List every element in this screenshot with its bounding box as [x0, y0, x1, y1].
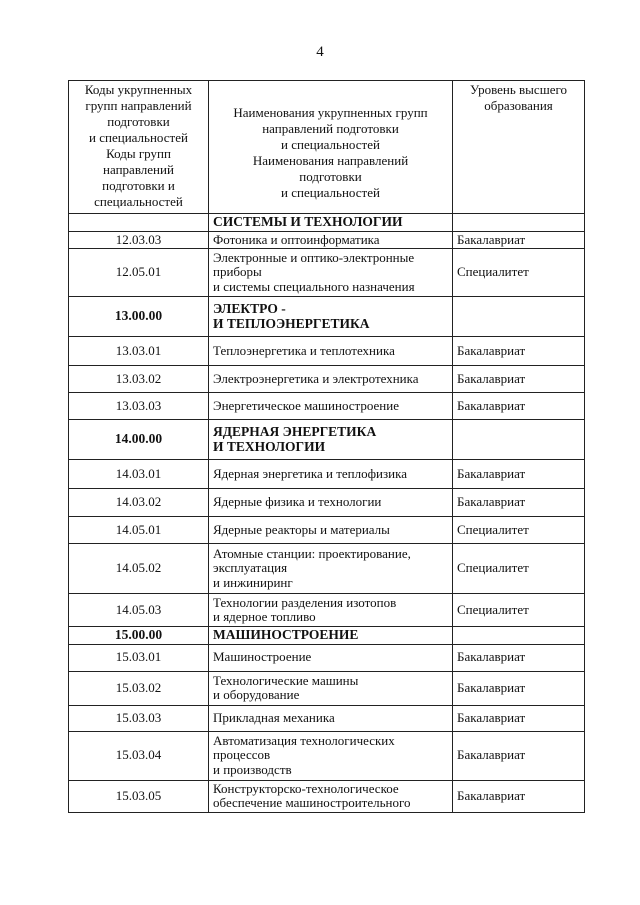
level-cell: Бакалавриат — [453, 393, 585, 420]
page-number: 4 — [316, 44, 324, 60]
name-line: Ядерные реакторы и материалы — [213, 521, 390, 537]
level-cell — [453, 214, 585, 232]
group-row — [69, 420, 585, 460]
name-cell — [209, 337, 453, 366]
name-line: Прикладная механика — [213, 709, 335, 725]
name-cell — [209, 249, 453, 297]
header-names — [209, 81, 453, 214]
name-line: и ядерное топливо — [213, 609, 316, 624]
name-line: эксплуатация — [213, 560, 288, 576]
level-cell: Специалитет — [453, 594, 585, 627]
name-cell — [209, 671, 453, 705]
code-cell: 14.00.00 — [69, 420, 209, 460]
name-cell — [209, 594, 453, 627]
name-cell — [209, 731, 453, 780]
table-row — [69, 337, 585, 366]
code-cell — [69, 214, 209, 232]
name-cell — [209, 214, 453, 232]
name-line: и инжиниринг — [213, 574, 293, 590]
name-line: И ТЕПЛОЭНЕРГЕТИКА — [213, 315, 370, 331]
level-cell — [453, 627, 585, 645]
name-line: и системы специального назначения — [213, 278, 415, 294]
header-level-line: образования — [484, 98, 553, 113]
code-cell: 13.03.02 — [69, 366, 209, 393]
level-cell: Бакалавриат — [453, 671, 585, 705]
name-line: И ТЕХНОЛОГИИ — [213, 438, 326, 454]
table-row — [69, 249, 585, 297]
level-cell: Бакалавриат — [453, 705, 585, 731]
name-line: СИСТЕМЫ И ТЕХНОЛОГИИ — [213, 214, 403, 229]
code-cell: 15.03.05 — [69, 780, 209, 812]
code-cell: 15.03.04 — [69, 731, 209, 780]
header-names-line: Наименования укрупненных групп — [233, 104, 428, 120]
name-cell — [209, 544, 453, 594]
table-row — [69, 231, 585, 249]
name-line: ЭЛЕКТРО - — [213, 301, 286, 316]
header-level-line: Уровень высшего — [470, 82, 567, 97]
code-cell: 15.03.02 — [69, 671, 209, 705]
name-line: и производств — [213, 761, 292, 777]
code-cell: 15.00.00 — [69, 627, 209, 645]
name-cell — [209, 366, 453, 393]
name-line: Технологические машины — [213, 672, 359, 688]
level-cell: Специалитет — [453, 517, 585, 544]
name-line: Атомные станции: проектирование, — [213, 545, 411, 561]
name-line: Машиностроение — [213, 649, 312, 665]
code-cell: 14.03.01 — [69, 460, 209, 489]
level-cell: Бакалавриат — [453, 337, 585, 366]
name-cell — [209, 644, 453, 671]
level-cell — [453, 420, 585, 460]
table-row — [69, 460, 585, 489]
level-cell: Специалитет — [453, 249, 585, 297]
header-codes-line: направлений — [103, 162, 174, 177]
level-cell: Бакалавриат — [453, 366, 585, 393]
group-row — [69, 627, 585, 645]
group-row — [69, 297, 585, 337]
code-cell: 12.05.01 — [69, 249, 209, 297]
header-names-line: направлений подготовки — [262, 120, 399, 136]
header-names-line: Наименования направлений — [252, 152, 409, 168]
table-row — [69, 517, 585, 544]
level-cell: Бакалавриат — [453, 231, 585, 249]
table-row — [69, 366, 585, 393]
table-row — [69, 705, 585, 731]
header-level — [453, 81, 585, 214]
table-row — [69, 489, 585, 517]
name-line: Конструкторско-технологическое — [213, 780, 399, 796]
name-line: Электроэнергетика и электротехника — [213, 370, 419, 386]
table-row — [69, 731, 585, 780]
header-codes-line: Коды укрупненных — [84, 82, 193, 97]
level-cell: Бакалавриат — [453, 731, 585, 780]
header-codes-line: Коды групп — [106, 146, 171, 161]
header-codes-line: специальностей — [94, 194, 183, 209]
level-cell: Бакалавриат — [453, 780, 585, 812]
name-cell — [209, 460, 453, 489]
table-header-row — [69, 81, 585, 214]
name-line: Ядерные физика и технологии — [213, 494, 382, 510]
name-line: обеспечение машиностроительного — [213, 795, 411, 810]
name-cell — [209, 231, 453, 249]
name-cell — [209, 517, 453, 544]
header-codes-line: групп направлений — [85, 98, 192, 113]
name-cell — [209, 420, 453, 460]
level-cell: Бакалавриат — [453, 460, 585, 489]
name-line: МАШИНОСТРОЕНИЕ — [213, 627, 359, 642]
header-codes-line: и специальностей — [89, 130, 188, 145]
specialties-table — [68, 80, 585, 813]
name-line: Теплоэнергетика и теплотехника — [213, 342, 395, 358]
table-row — [69, 393, 585, 420]
header-names-line: и специальностей — [281, 136, 380, 152]
name-cell — [209, 705, 453, 731]
table-row — [69, 544, 585, 594]
code-cell: 14.05.03 — [69, 594, 209, 627]
header-names-line: и специальностей — [281, 184, 380, 200]
name-line: Технологии разделения изотопов — [213, 594, 397, 610]
name-line: Энергетическое машиностроение — [213, 397, 399, 413]
header-codes-line: подготовки и — [102, 178, 175, 193]
code-cell: 13.00.00 — [69, 297, 209, 337]
table-row — [69, 780, 585, 812]
level-cell: Специалитет — [453, 544, 585, 594]
code-cell: 12.03.03 — [69, 231, 209, 249]
name-line: Автоматизация технологических — [213, 732, 395, 748]
level-cell — [453, 297, 585, 337]
level-cell: Бакалавриат — [453, 489, 585, 517]
name-line: Фотоника и оптоинформатика — [213, 231, 380, 247]
code-cell: 14.05.01 — [69, 517, 209, 544]
code-cell: 14.03.02 — [69, 489, 209, 517]
name-cell — [209, 489, 453, 517]
code-cell: 15.03.01 — [69, 644, 209, 671]
code-cell: 15.03.03 — [69, 705, 209, 731]
name-line: ЯДЕРНАЯ ЭНЕРГЕТИКА — [213, 424, 377, 439]
code-cell: 13.03.01 — [69, 337, 209, 366]
name-cell — [209, 297, 453, 337]
code-cell: 13.03.03 — [69, 393, 209, 420]
name-line: процессов — [213, 747, 271, 763]
table-row — [69, 671, 585, 705]
level-cell: Бакалавриат — [453, 644, 585, 671]
name-line: приборы — [213, 264, 262, 280]
name-cell — [209, 627, 453, 645]
name-cell — [209, 393, 453, 420]
code-cell: 14.05.02 — [69, 544, 209, 594]
table-row — [69, 644, 585, 671]
name-line: Электронные и оптико-электронные — [213, 249, 415, 265]
name-line: и оборудование — [213, 687, 300, 702]
header-codes — [69, 81, 209, 214]
table-row — [69, 594, 585, 627]
header-names-line: подготовки — [299, 168, 362, 184]
group-row — [69, 214, 585, 232]
name-cell — [209, 780, 453, 812]
name-line: Ядерная энергетика и теплофизика — [213, 465, 407, 481]
header-codes-line: подготовки — [107, 114, 170, 129]
